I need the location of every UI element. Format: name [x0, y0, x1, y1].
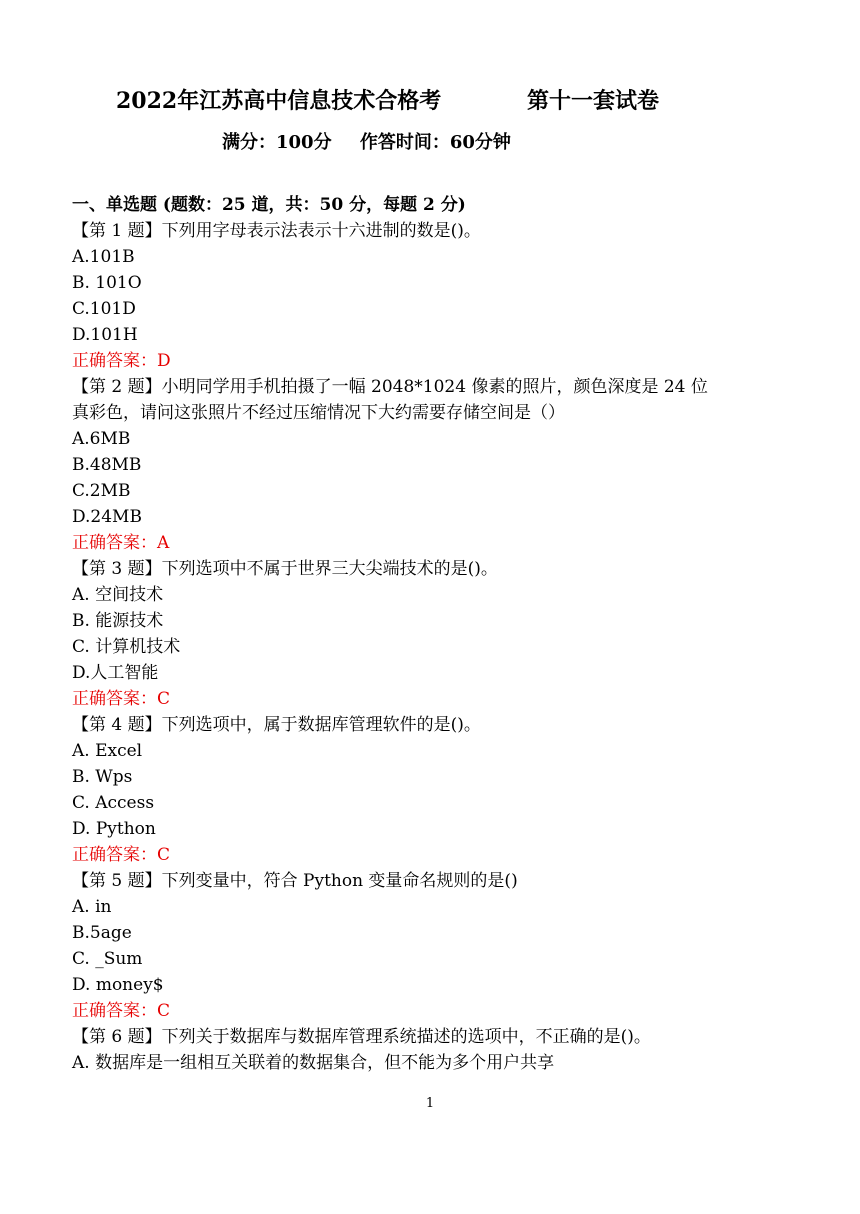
question-text: 【第 5 题】下列变量中，符合 Python 变量命名规则的是() — [72, 871, 518, 891]
answer-option: D.101H — [72, 325, 138, 345]
question-text: 【第 3 题】下列选项中不属于世界三大尖端技术的是()。 — [72, 559, 498, 579]
answer-option: A. 数据库是一组相互关联着的数据集合，但不能为多个用户共享 — [72, 1053, 555, 1073]
section-heading: 一、单选题 (题数：25 道，共：50 分，每题 2 分) — [72, 195, 466, 215]
page-number: 1 — [425, 1096, 435, 1111]
question-text: 【第 1 题】下列用字母表示法表示十六进制的数是()。 — [72, 221, 481, 241]
correct-answer: 正确答案：C — [72, 1001, 171, 1021]
answer-option: A. 空间技术 — [72, 585, 164, 605]
answer-option: D. money$ — [72, 975, 164, 995]
answer-option: A.101B — [72, 247, 135, 267]
answer-option: C. Access — [72, 793, 155, 813]
answer-option: C.2MB — [72, 481, 131, 501]
title-right: 第十一套试卷 — [527, 88, 660, 114]
question-text: 【第 6 题】下列关于数据库与数据库管理系统描述的选项中，不正确的是()。 — [72, 1027, 651, 1047]
answer-option: A. in — [72, 897, 112, 917]
answer-option: D.24MB — [72, 507, 142, 527]
question-list — [72, 218, 812, 1076]
answer-option: D.人工智能 — [72, 663, 159, 683]
answer-option: C.101D — [72, 299, 136, 319]
answer-option: B.48MB — [72, 455, 142, 475]
answer-option: B. 101O — [72, 273, 142, 293]
correct-answer: 正确答案：C — [72, 689, 171, 709]
question-text: 【第 4 题】下列选项中，属于数据库管理软件的是()。 — [72, 715, 481, 735]
answer-option: A. Excel — [72, 741, 143, 761]
answer-option: B. Wps — [72, 767, 133, 787]
answer-option: A.6MB — [72, 429, 131, 449]
time-limit: 作答时间：60分钟 — [359, 132, 511, 153]
document-title — [0, 84, 860, 114]
correct-answer: 正确答案：D — [72, 351, 171, 371]
answer-option: C. _Sum — [72, 949, 143, 969]
answer-option: D. Python — [72, 819, 156, 839]
question-text: 真彩色，请问这张照片不经过压缩情况下大约需要存储空间是（） — [72, 403, 565, 423]
correct-answer: 正确答案：C — [72, 845, 171, 865]
title-left: 2022年江苏高中信息技术合格考 — [116, 88, 442, 114]
full-score: 满分：100分 — [222, 132, 332, 153]
correct-answer: 正确答案：A — [72, 533, 170, 553]
answer-option: B.5age — [72, 923, 132, 943]
exam-content — [72, 192, 812, 1076]
question-text: 【第 2 题】小明同学用手机拍摄了一幅 2048*1024 像素的照片，颜色深度是 24 位 — [72, 377, 708, 397]
exam-meta — [222, 128, 511, 154]
answer-option: B. 能源技术 — [72, 611, 164, 631]
answer-option: C. 计算机技术 — [72, 637, 181, 657]
